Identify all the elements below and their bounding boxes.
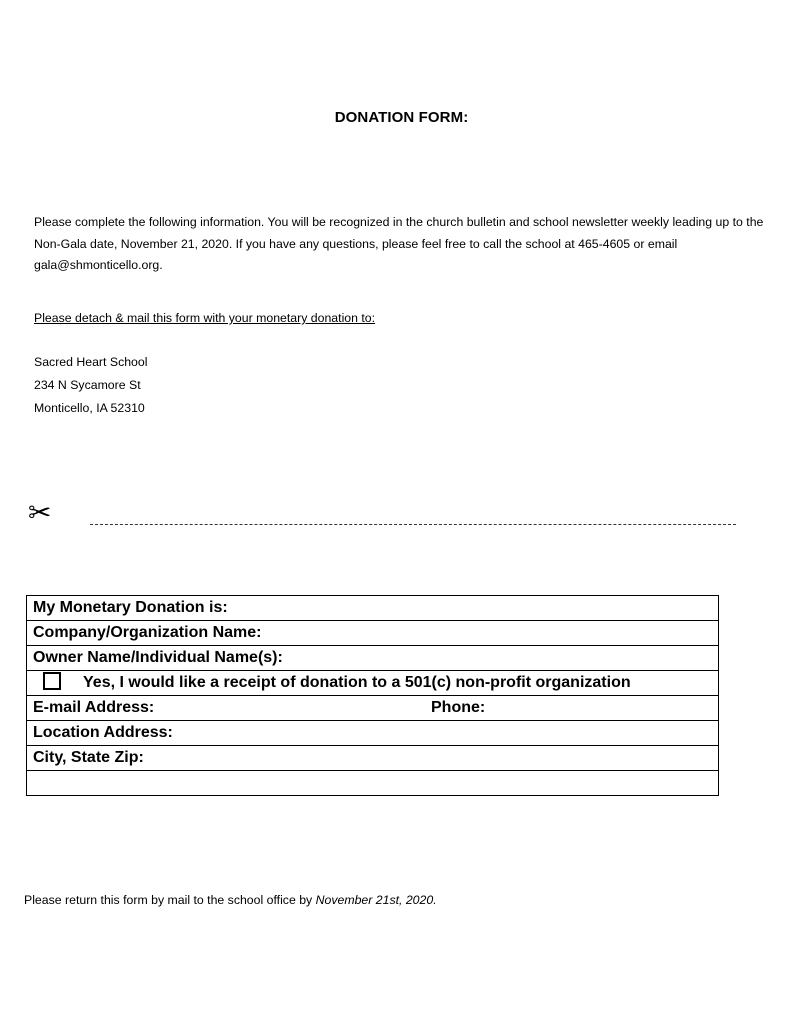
scissors-icon: ✂ <box>28 496 52 529</box>
email-label: E-mail Address: <box>33 699 155 716</box>
contact-field[interactable] <box>27 696 719 721</box>
receipt-option <box>27 671 719 696</box>
receipt-label: Yes, I would like a receipt of donation to a 501(c) non-profit organization <box>83 674 631 691</box>
form-row-location <box>27 721 719 746</box>
location-label: Location Address: <box>33 724 173 741</box>
page-title: DONATION FORM: <box>334 109 469 126</box>
company-name-field[interactable] <box>27 621 719 646</box>
owner-name-field[interactable] <box>27 646 719 671</box>
form-row-company <box>27 621 719 646</box>
form-row-owner <box>27 646 719 671</box>
footer-text: Please return this form by mail to the school office by <box>24 893 316 907</box>
address-line-1: Sacred Heart School <box>34 355 148 369</box>
form-row-receipt <box>27 671 719 696</box>
address-line-2: 234 N Sycamore St <box>34 378 141 392</box>
location-address-field[interactable] <box>27 721 719 746</box>
detach-instructions: Please detach & mail this form with your monetary donation to: <box>34 311 376 325</box>
phone-label: Phone: <box>431 699 486 716</box>
city-label: City, State Zip: <box>33 749 144 766</box>
intro-paragraph: Please complete the following information. You will be recognized in the church bulletin and school newsletter weekly leading up to the Non-Gala date, November 21, 2020. If you have any questions, please feel free to call the school at 465-4605 or email gala@shmonticello.org. <box>34 215 764 272</box>
city-state-zip-field[interactable] <box>27 746 719 771</box>
donation-amount-field[interactable] <box>27 596 719 621</box>
return-instructions <box>24 893 437 907</box>
footer-deadline: November 21st, 2020. <box>315 893 437 907</box>
form-row-city <box>27 746 719 771</box>
blank-field[interactable] <box>27 771 719 796</box>
receipt-checkbox[interactable] <box>43 672 61 690</box>
form-row-contact <box>27 696 719 721</box>
form-row-blank <box>27 771 719 796</box>
form-row-donation <box>27 596 719 621</box>
donation-form-table <box>26 595 719 796</box>
owner-label: Owner Name/Individual Name(s): <box>33 649 283 666</box>
donation-label: My Monetary Donation is: <box>33 599 228 616</box>
cut-line <box>90 524 736 525</box>
address-line-3: Monticello, IA 52310 <box>34 401 145 415</box>
company-label: Company/Organization Name: <box>33 624 262 641</box>
